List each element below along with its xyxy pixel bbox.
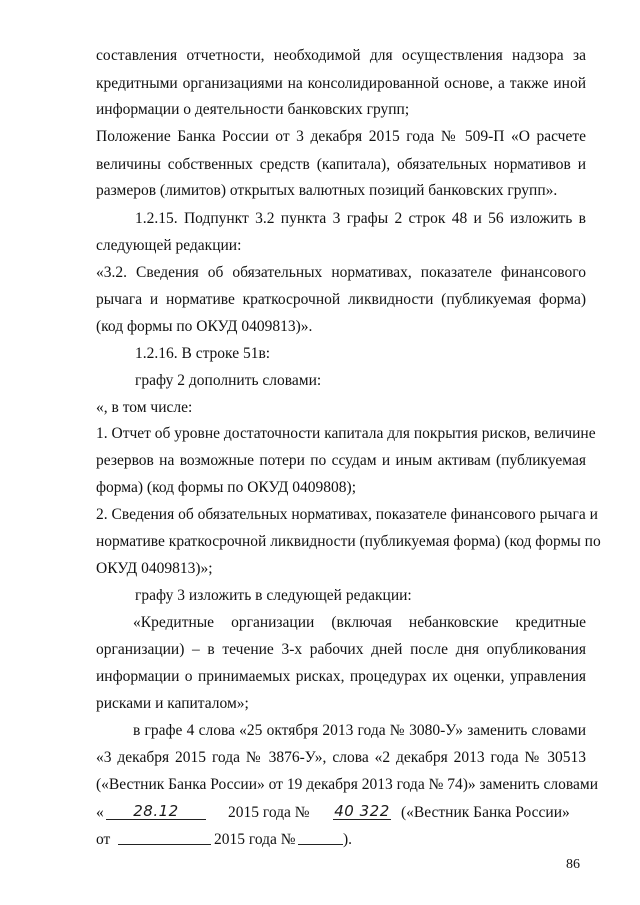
- tail-text: («Вестник Банка России»: [401, 804, 570, 821]
- text-line: ОКУД 0409813)»;: [96, 560, 213, 577]
- text-line: форма) (код формы по ОКУД 0409808);: [96, 479, 357, 496]
- text-line: (код формы по ОКУД 0409813)».: [96, 318, 313, 335]
- handwritten-date: 28.12: [106, 803, 206, 820]
- text-line: «3.2. Сведения об обязательных нормативах, показателе финансового: [96, 264, 586, 281]
- text-line: 2. Сведения об обязательных нормативах, показателе финансового рычага и: [96, 506, 598, 523]
- blank-field: [118, 830, 211, 845]
- middle-text: 2015 года №: [214, 831, 296, 848]
- year-text: 2015 года №: [228, 804, 310, 821]
- text-line: «, в том числе:: [96, 399, 193, 416]
- page-number: 86: [566, 857, 580, 872]
- text-line: размеров (лимитов) открытых валютных позиций банковских групп».: [96, 182, 558, 199]
- prefix-text: от: [96, 831, 111, 848]
- suffix-text: ).: [343, 831, 353, 848]
- text-line: «3 декабря 2015 года № 3876-У», слова «2 декабря 2013 года № 30513: [96, 749, 586, 766]
- paragraph-1-2-15: 1.2.15. Подпункт 3.2 пункта 3 графы 2 строк 48 и 56 изложить в: [135, 210, 586, 227]
- text-line: рычага и нормативе краткосрочной ликвидности (публикуемая форма): [96, 291, 586, 308]
- text-line: в графе 4 слова «25 октября 2013 года № 3080-У» заменить словами: [133, 722, 586, 739]
- text-line: 1. Отчет об уровне достаточности капитала для покрытия рисков, величине: [96, 425, 596, 442]
- text-line: организации) – в течение 3-х рабочих дней после дня опубликования: [96, 641, 586, 658]
- text-line: кредитными организациями на консолидированной основе, а также иной: [96, 75, 586, 92]
- text-line: следующей редакции:: [96, 237, 242, 254]
- handwritten-number: 40 322: [334, 802, 390, 820]
- open-quote: «: [96, 804, 104, 821]
- text-line: нормативе краткосрочной ликвидности (публикуемая форма) (код формы по: [96, 533, 601, 550]
- text-line: величины собственных средств (капитала), обязательных нормативов и: [96, 156, 586, 173]
- text-line: («Вестник Банка России» от 19 декабря 2013 года № 74)» заменить словами: [96, 776, 598, 793]
- text-line: «Кредитные организации (включая небанковские кредитные: [133, 614, 586, 631]
- text-line: Положение Банка России от 3 декабря 2015 года № 509-П «О расчете: [96, 128, 586, 145]
- paragraph-1-2-16: 1.2.16. В строке 51в:: [135, 345, 271, 362]
- text-line: составления отчетности, необходимой для осуществления надзора за: [96, 47, 586, 64]
- blank-field: [298, 830, 343, 845]
- text-line: рисками и капиталом»;: [96, 695, 249, 712]
- text-line: резервов на возможные потери по ссудам и иным активам (публикуемая: [96, 452, 586, 469]
- text-line: информации о принимаемых рисках, процедурах их оценки, управления: [96, 668, 586, 685]
- text-line: графу 2 дополнить словами:: [135, 372, 322, 389]
- text-line: графу 3 изложить в следующей редакции:: [135, 587, 412, 604]
- text-line: информации о деятельности банковских групп;: [96, 101, 410, 118]
